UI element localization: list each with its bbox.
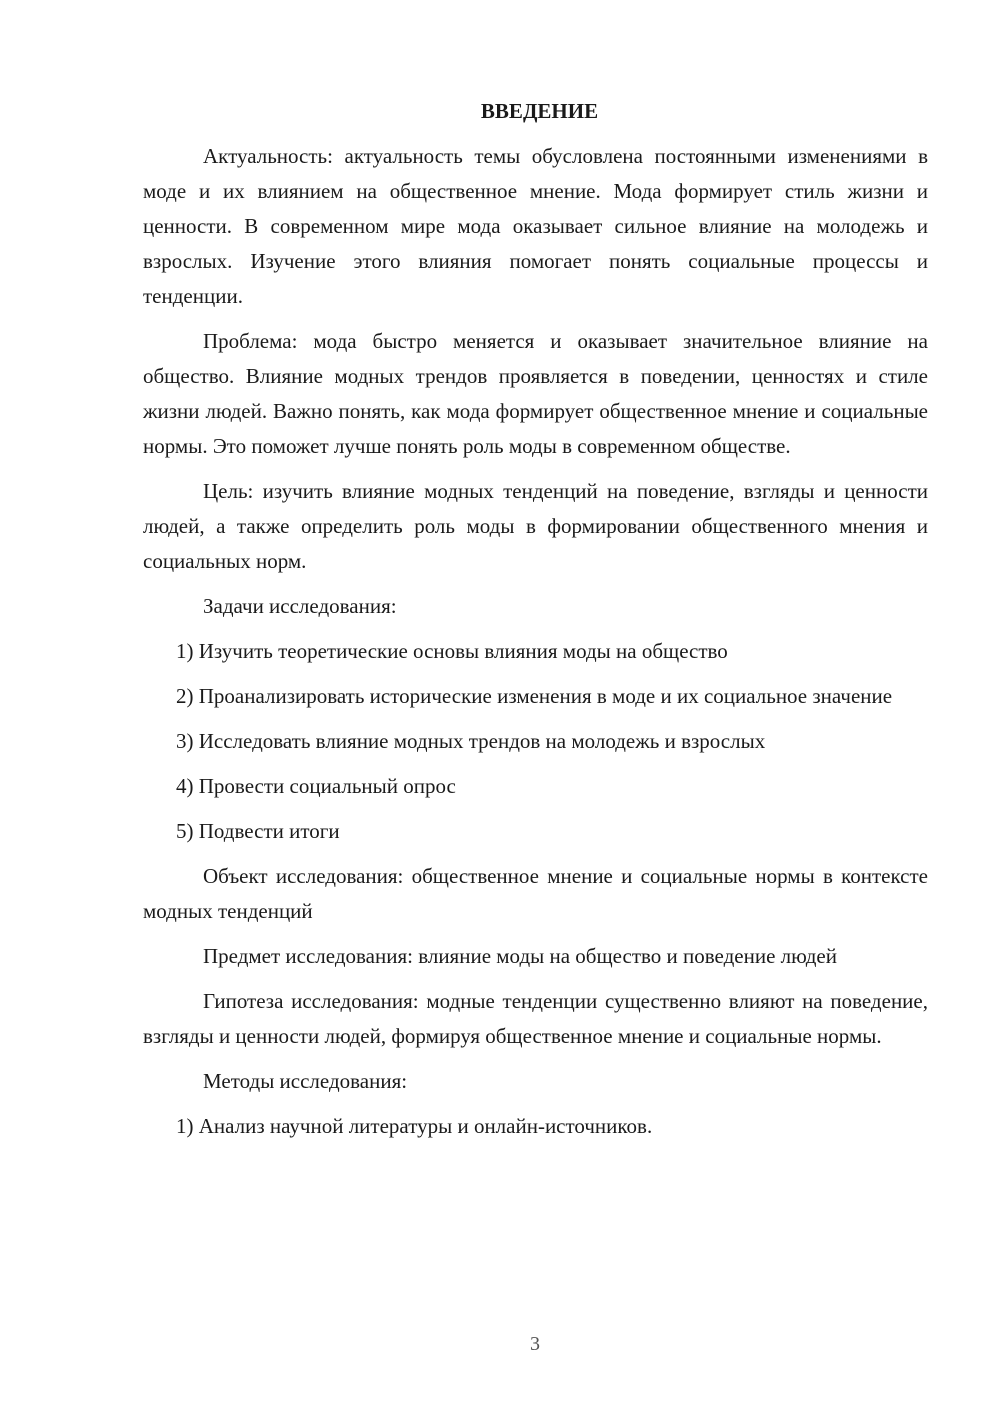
task-item-3: 3) Исследовать влияние модных трендов на молодежь и взрослых (176, 729, 766, 753)
subject-paragraph: Предмет исследования: влияние моды на общество и поведение людей (203, 944, 837, 968)
tasks-heading: Задачи исследования: (203, 594, 397, 618)
problem-paragraph: Проблема: мода быстро меняется и оказывает значительное влияние на общество. Влияние модных трендов проявляется в поведении, ценностях и стиле жизни людей. Важно понять, как мода формирует общественное мнение и социальные нормы. Это поможет лучше понять роль моды в современном обществе. (143, 329, 928, 458)
relevance-paragraph: Актуальность: актуальность темы обусловлена постоянными изменениями в моде и их влиянием на общественное мнение. Мода формирует стиль жизни и ценности. В современном мире мода оказывает сильное влияние на молодежь и взрослых. Изучение этого влияния помогает понять социальные процессы и тенденции. (143, 144, 928, 308)
hypothesis-paragraph: Гипотеза исследования: модные тенденции существенно влияют на поведение, взгляды и ценности людей, формируя общественное мнение и социальные нормы. (143, 989, 928, 1048)
task-item-1: 1) Изучить теоретические основы влияния моды на общество (176, 639, 728, 663)
methods-heading: Методы исследования: (203, 1069, 408, 1093)
task-item-5: 5) Подвести итоги (176, 819, 340, 843)
method-item-1: 1) Анализ научной литературы и онлайн-источников. (176, 1114, 653, 1138)
page-title: ВВЕДЕНИЕ (480, 99, 599, 123)
goal-paragraph: Цель: изучить влияние модных тенденций на поведение, взгляды и ценности людей, а также определить роль моды в формировании общественного мнения и социальных норм. (143, 479, 928, 573)
object-paragraph: Объект исследования: общественное мнение и социальные нормы в контексте модных тенденций (143, 864, 928, 923)
task-item-2: 2) Проанализировать исторические изменения в моде и их социальное значение (176, 684, 893, 708)
page-number: 3 (530, 1333, 540, 1355)
document-page (143, 96, 928, 1154)
task-item-4: 4) Провести социальный опрос (176, 774, 456, 798)
